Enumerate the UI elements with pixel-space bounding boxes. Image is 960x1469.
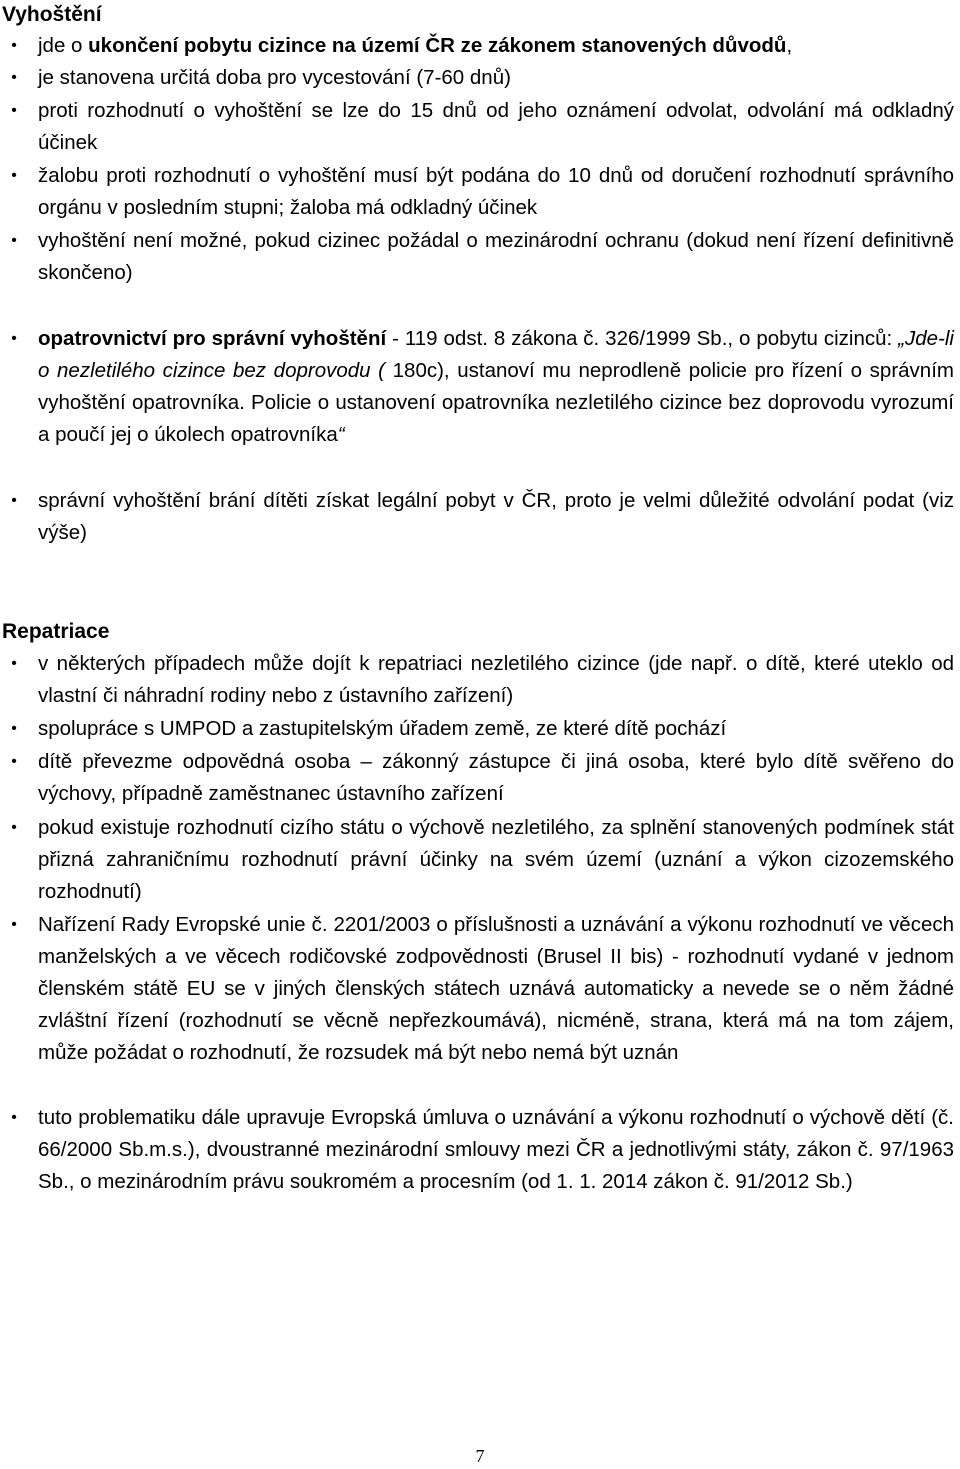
bullet: • — [11, 753, 17, 770]
list-item: • vyhoštění není možné, pokud cizinec požádal o mezinárodní ochranu (dokud není řízení definitivně skončeno) — [38, 225, 954, 289]
section-title-vyhosteni: Vyhoštění — [2, 3, 102, 26]
bullet: • — [11, 232, 17, 249]
bullet: • — [11, 37, 17, 54]
list-item: • správní vyhoštění brání dítěti získat legální pobyt v ČR, proto je velmi důležité odvolání podat (viz výše) — [38, 485, 954, 549]
bullet: • — [11, 916, 17, 933]
list-item: • jde o ukončení pobytu cizince na území ČR ze zákonem stanovených důvodů, — [38, 30, 954, 62]
list-item: • žalobu proti rozhodnutí o vyhoštění musí být podána do 10 dnů od doručení rozhodnutí správního orgánu v posledním stupni; žaloba má odkladný účinek — [38, 160, 954, 224]
list-item: • tuto problematiku dále upravuje Evropská úmluva o uznávání a výkonu rozhodnutí o výchově dětí (č. 66/2000 Sb.m.s.), dvoustranné mezinárodní smlouvy mezi ČR a jednotlivými státy, zákon č. 97/1963 Sb., o mezinárodním právu soukromém a procesním (od 1. 1. 2014 zákon č. 91/2012 Sb.) — [38, 1102, 954, 1198]
list-item: • dítě převezme odpovědná osoba – zákonný zástupce či jiná osoba, které bylo dítě svěřeno do výchovy, případně zaměstnanec ústavního zařízení — [38, 746, 954, 810]
bullet: • — [11, 69, 17, 86]
list-item: • v některých případech může dojít k repatriaci nezletilého cizince (jde např. o dítě, které uteklo od vlastní či náhradní rodiny nebo z ústavního zařízení) — [38, 648, 954, 712]
bullet: • — [11, 655, 17, 672]
bullet: • — [11, 819, 17, 836]
list-item: • je stanovena určitá doba pro vycestování (7-60 dnů) — [38, 62, 954, 94]
page-number: 7 — [475, 1446, 485, 1466]
list-item: • Nařízení Rady Evropské unie č. 2201/2003 o příslušnosti a uznávání a výkonu rozhodnutí ve věcech manželských a ve věcech rodičovské zodpovědnosti (Brusel II bis) - rozhodnutí vydané v jednom členském státě EU se v jiných členských státech uznává automaticky a nevede se o něm žádné zvláštní řízení (rozhodnutí se věcně nepřezkoumává), nicméně, strana, která má na tom zájem, může požádat o rozhodnutí, že rozsudek má být nebo nemá být uznán — [38, 909, 954, 1069]
bullet: • — [11, 492, 17, 509]
list-item: • pokud existuje rozhodnutí cizího státu o výchově nezletilého, za splnění stanovených podmínek stát přizná zahraničnímu rozhodnutí právní účinky na svém území (uznání a výkon cizozemského rozhodnutí) — [38, 812, 954, 908]
bullet: • — [11, 167, 17, 184]
list-item: • spolupráce s UMPOD a zastupitelským úřadem země, ze které dítě pochází — [38, 713, 954, 745]
section-title-repatriace: Repatriace — [2, 620, 110, 643]
list-item: • proti rozhodnutí o vyhoštění se lze do 15 dnů od jeho oznámení odvolat, odvolání má odkladný účinek — [38, 95, 954, 159]
bullet: • — [11, 720, 17, 737]
list-item: • opatrovnictví pro správní vyhoštění - 119 odst. 8 zákona č. 326/1999 Sb., o pobytu cizinců: „Jde-li o nezletilého cizince bez doprovodu ( 180c), ustanoví mu neprodleně policie pro řízení o správním vyhoštění opatrovníka. Policie o ustanovení opatrovníka nezletilého cizince bez doprovodu vyrozumí a poučí jej o úkolech opatrovníka“ — [38, 323, 954, 451]
bullet: • — [11, 102, 17, 119]
bullet: • — [11, 330, 17, 347]
bullet: • — [11, 1109, 17, 1126]
